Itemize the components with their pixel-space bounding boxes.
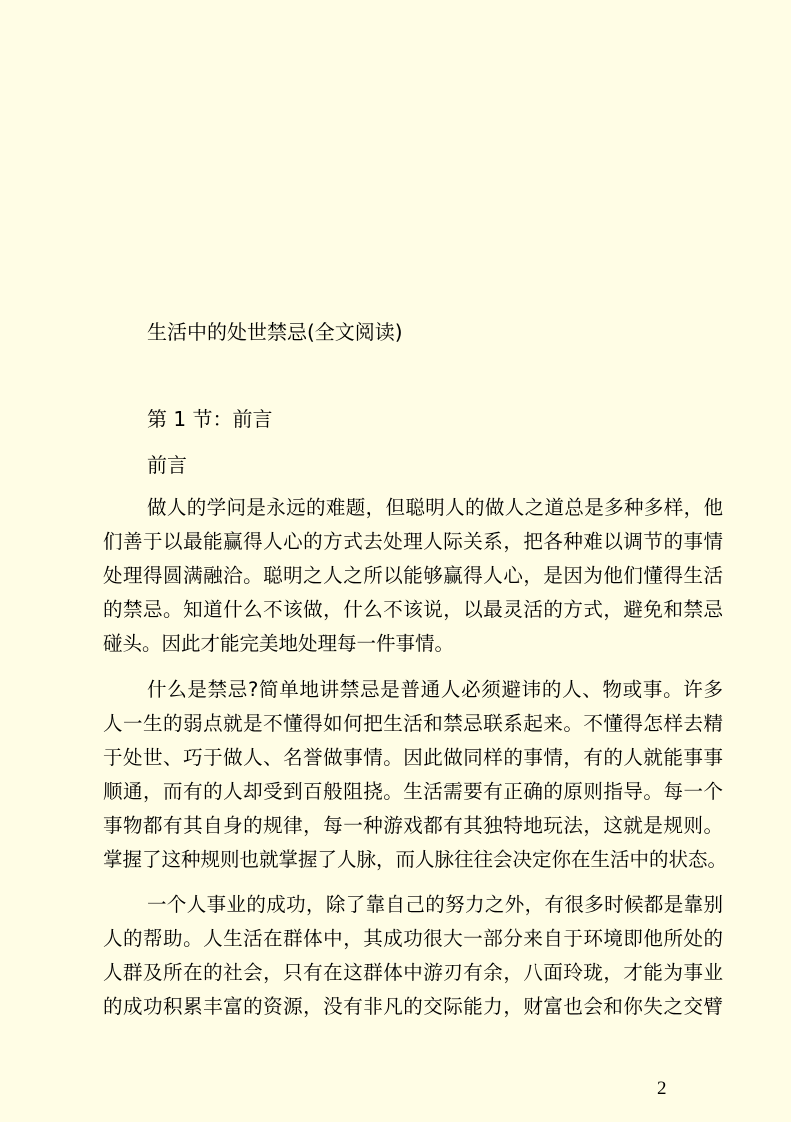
- document-title: 生活中的处世禁忌(全文阅读): [147, 320, 403, 344]
- text-line: 人一生的弱点就是不懂得如何把生活和禁忌联系起来。不懂得怎样去精: [103, 712, 723, 735]
- text-line: 事物都有其自身的规律，每一种游戏都有其独特地玩法，这就是规则。: [103, 814, 723, 837]
- text-line: 于处世、巧于做人、名誉做事情。因此做同样的事情，有的人就能事事: [103, 746, 723, 769]
- text-line: 做人的学问是永远的难题，但聪明人的做人之道总是多种多样，他: [147, 496, 723, 519]
- text-line: 的成功积累丰富的资源，没有非凡的交际能力，财富也会和你失之交臂: [103, 995, 723, 1018]
- section-heading: 第 1 节：前言: [147, 407, 273, 431]
- text-line: 什么是禁忌?简单地讲禁忌是普通人必须避讳的人、物或事。许多: [147, 678, 723, 701]
- paragraph-2: [103, 673, 728, 877]
- text-line: 的禁忌。知道什么不该做，什么不该说，以最灵活的方式，避免和禁忌: [103, 598, 723, 621]
- text-line: 们善于以最能赢得人心的方式去处理人际关系，把各种难以调节的事情: [103, 530, 723, 553]
- subheading: 前言: [147, 453, 187, 477]
- text-line: 人的帮助。人生活在群体中，其成功很大一部分来自于环境即他所处的: [103, 927, 723, 950]
- text-line: 顺通，而有的人却受到百般阻挠。生活需要有正确的原则指导。每一个: [103, 780, 723, 803]
- paragraph-3: [103, 888, 723, 1024]
- text-line: 人群及所在的社会，只有在这群体中游刃有余，八面玲珑，才能为事业: [103, 961, 723, 984]
- page-number: 2: [657, 1078, 667, 1099]
- text-line: 碰头。因此才能完美地处理每一件事情。: [103, 632, 455, 655]
- paragraph-1: [103, 491, 723, 661]
- text-line: 掌握了这种规则也就掌握了人脉，而人脉往往会决定你在生活中的状态。: [103, 848, 728, 871]
- text-line: 处理得圆满融洽。聪明之人之所以能够赢得人心，是因为他们懂得生活: [103, 564, 723, 587]
- text-line: 一个人事业的成功，除了靠自己的努力之外，有很多时候都是靠别: [147, 893, 723, 916]
